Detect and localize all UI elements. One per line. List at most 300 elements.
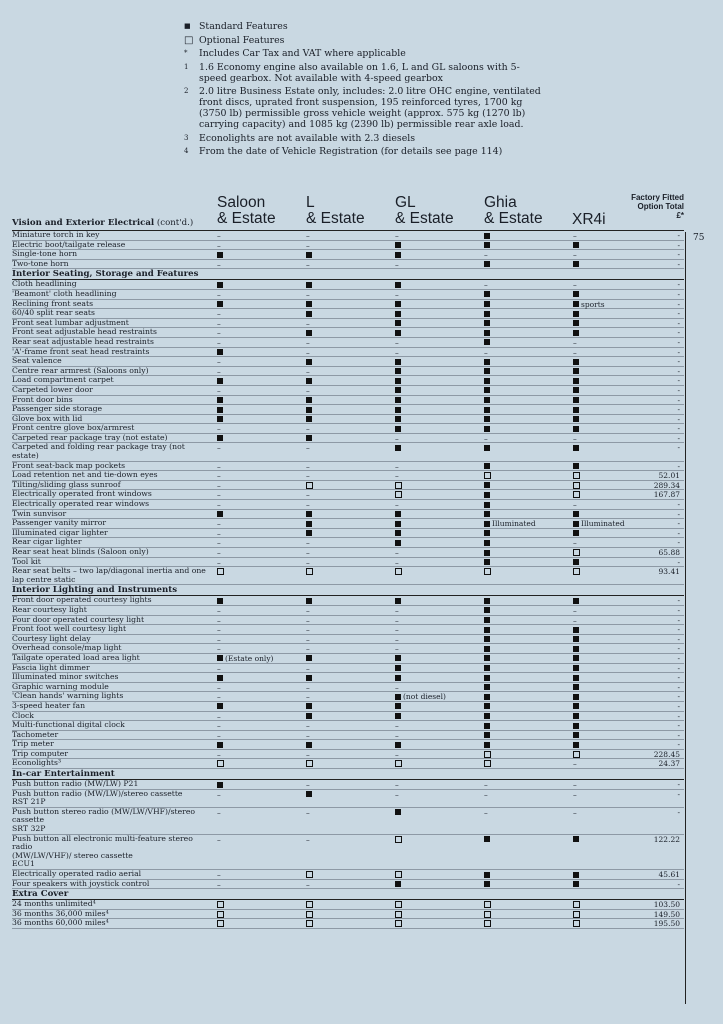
availability-cell [306, 607, 310, 616]
standard-square-icon [217, 349, 223, 355]
availability-cell [573, 655, 579, 664]
standard-square-icon [484, 330, 490, 336]
not-available-dash: – [573, 780, 577, 790]
availability-cell [306, 397, 312, 406]
availability-cell [217, 482, 221, 491]
not-available-dash: – [484, 280, 488, 290]
availability-cell [217, 760, 224, 769]
not-available-dash: – [395, 500, 399, 510]
standard-square-icon [395, 881, 401, 887]
availability-cell [395, 607, 399, 616]
not-available-dash: – [573, 538, 577, 548]
standard-square-icon [395, 694, 401, 700]
standard-square-icon [306, 742, 312, 748]
availability-cell [395, 520, 401, 529]
availability-cell [306, 881, 310, 890]
option-price: - [677, 605, 680, 615]
optional-square-icon [484, 901, 491, 908]
availability-cell [217, 781, 223, 790]
availability-cell [217, 809, 221, 818]
not-available-dash: – [217, 711, 221, 721]
not-available-dash: – [395, 682, 399, 692]
not-available-dash: – [217, 538, 221, 548]
not-available-dash: – [573, 789, 577, 799]
availability-cell [306, 416, 312, 425]
column-header-ghia: Ghia & Estate [484, 194, 543, 227]
not-available-dash: – [217, 625, 221, 635]
option-price: - [677, 879, 680, 889]
standard-square-icon [395, 598, 401, 604]
table-row [12, 250, 684, 260]
feature-label: 24 months unlimited⁴ [12, 899, 96, 909]
availability-cell [217, 444, 221, 453]
standard-square-icon [217, 397, 223, 403]
standard-square-icon [573, 881, 579, 887]
availability-cell [306, 684, 310, 693]
feature-label: 'A'-frame front seat head restraints [12, 346, 150, 356]
not-available-dash: – [573, 347, 577, 357]
option-price: - [677, 443, 680, 453]
section-heading [12, 216, 684, 231]
not-available-dash: – [217, 721, 221, 731]
standard-square-icon [484, 607, 490, 613]
not-available-dash: – [217, 490, 221, 500]
availability-cell [217, 329, 221, 338]
not-available-dash: – [395, 289, 399, 299]
standard-square-icon [395, 359, 401, 365]
availability-cell [573, 242, 579, 251]
not-available-dash: – [484, 250, 488, 260]
option-price: - [677, 259, 680, 269]
availability-cell [306, 722, 310, 731]
not-available-dash: – [306, 692, 310, 702]
feature-label: Carpeted rear package tray (not estate) [12, 432, 168, 442]
table-row [12, 654, 684, 664]
availability-cell [484, 349, 488, 358]
availability-cell [573, 435, 577, 444]
availability-cell [573, 281, 577, 290]
availability-cell [573, 310, 579, 319]
option-price: - [677, 634, 680, 644]
not-available-dash: – [395, 259, 399, 269]
not-available-dash: – [217, 749, 221, 759]
optional-square-icon [395, 920, 402, 927]
not-available-dash: – [395, 730, 399, 740]
not-available-dash: – [573, 500, 577, 510]
not-available-dash: – [395, 548, 399, 557]
availability-cell [573, 741, 579, 750]
availability-cell [395, 387, 401, 396]
standard-square-icon [484, 703, 490, 709]
availability-cell [395, 836, 402, 845]
feature-label: Tachometer [12, 729, 59, 739]
availability-cell [573, 501, 577, 510]
availability-cell [306, 760, 313, 769]
standard-square-icon [484, 407, 490, 413]
not-available-dash: – [306, 730, 310, 740]
availability-cell [306, 425, 310, 434]
availability-cell [484, 301, 490, 310]
not-available-dash: – [217, 231, 221, 240]
feature-label: 60/40 split rear seats [12, 308, 95, 318]
availability-cell [484, 568, 491, 577]
optional-square-icon [573, 568, 580, 575]
not-available-dash: – [395, 749, 399, 759]
section-title: Interior Seating, Storage and Features [12, 269, 199, 280]
not-available-dash: – [395, 634, 399, 644]
option-price: - [677, 347, 680, 357]
availability-cell [484, 665, 490, 674]
footnote-marker: 4 [184, 147, 189, 155]
standard-square-icon [573, 636, 579, 642]
option-price: - [677, 789, 680, 799]
standard-square-icon [484, 694, 490, 700]
availability-cell [395, 645, 399, 654]
availability-cell [484, 722, 490, 731]
not-available-dash: – [217, 807, 221, 817]
availability-cell [484, 329, 490, 338]
option-price: - [677, 357, 680, 367]
availability-cell [573, 626, 579, 635]
availability-cell [395, 281, 401, 290]
availability-cell [217, 301, 223, 310]
not-available-dash: – [306, 807, 310, 817]
availability-cell [306, 301, 312, 310]
availability-cell [395, 703, 401, 712]
optional-square-icon [484, 911, 491, 918]
table-row [12, 750, 684, 760]
optional-square-icon: □ [184, 34, 194, 46]
standard-square-icon [484, 339, 490, 345]
not-available-dash: – [217, 789, 221, 799]
not-available-dash: – [306, 634, 310, 644]
standard-square-icon [573, 368, 579, 374]
optional-square-icon [306, 760, 313, 767]
availability-cell [306, 491, 310, 500]
standard-square-icon [306, 397, 312, 403]
standard-square-icon [306, 703, 312, 709]
not-available-dash: – [395, 625, 399, 635]
standard-square-icon [484, 242, 490, 248]
footnote-marker: 3 [184, 133, 189, 142]
feature-label: Carpeted lower door [12, 384, 93, 394]
availability-cell [306, 713, 312, 722]
not-available-dash: – [217, 634, 221, 644]
availability-cell [217, 626, 221, 635]
optional-square-icon [395, 760, 402, 767]
availability-cell [573, 261, 579, 270]
standard-square-icon [573, 387, 579, 393]
not-available-dash: – [573, 280, 577, 290]
availability-cell [484, 368, 490, 377]
availability-cell [306, 242, 310, 251]
not-available-dash: – [217, 548, 221, 557]
standard-square-icon [306, 655, 312, 661]
availability-cell [306, 674, 312, 683]
standard-square-icon [395, 387, 401, 393]
availability-cell [217, 520, 221, 529]
table-row [12, 808, 684, 835]
not-available-dash: – [306, 615, 310, 625]
availability-cell [484, 871, 490, 880]
standard-square-icon [573, 320, 579, 326]
availability-cell [217, 645, 221, 654]
option-price: - [677, 538, 680, 548]
optional-square-icon [395, 836, 402, 843]
standard-square-icon [573, 445, 579, 451]
availability-cell [395, 349, 399, 358]
standard-square-icon [484, 617, 490, 623]
not-available-dash: – [573, 250, 577, 260]
availability-cell [573, 881, 579, 890]
option-price: - [677, 692, 680, 702]
standard-square-icon [395, 282, 401, 288]
not-available-dash: – [217, 519, 221, 529]
not-available-dash: – [573, 433, 577, 443]
feature-label: Front door operated courtesy lights [12, 595, 152, 605]
option-price: - [677, 807, 680, 817]
optional-square-icon [395, 491, 402, 498]
optional-square-icon [306, 920, 313, 927]
standard-square-icon [484, 836, 490, 842]
section-title: Interior Lighting and Instruments [12, 585, 178, 596]
optional-square-icon [573, 911, 580, 918]
availability-cell [484, 251, 488, 260]
standard-square-icon [484, 291, 490, 297]
column-header-gl: GL & Estate [395, 194, 454, 227]
availability-cell [217, 751, 221, 760]
not-available-dash: – [306, 605, 310, 615]
feature-label: Push button radio (MW/LW)/stereo cassette RST 21P [12, 788, 183, 807]
table-row [12, 673, 684, 683]
availability-cell [573, 349, 577, 358]
not-available-dash: – [395, 644, 399, 654]
availability-cell [217, 881, 221, 890]
availability-cell [395, 881, 401, 890]
availability-cell [395, 693, 446, 702]
availability-cell [217, 703, 223, 712]
availability-cell [484, 425, 490, 434]
availability-cell [306, 836, 310, 845]
availability-cell [306, 444, 310, 453]
standard-square-icon [484, 598, 490, 604]
availability-cell [306, 435, 312, 444]
not-available-dash: – [395, 471, 399, 481]
availability-cell [573, 791, 577, 800]
legend [184, 21, 544, 160]
availability-cell [573, 645, 579, 654]
availability-cell [306, 349, 310, 358]
availability-cell [484, 809, 488, 818]
standard-square-icon [395, 242, 401, 248]
option-price: - [677, 682, 680, 692]
availability-cell [573, 674, 579, 683]
legend-text: From the date of Vehicle Registration (for details see page 114) [199, 146, 503, 157]
table-row [12, 241, 684, 251]
feature-label: Cloth headlining [12, 279, 77, 289]
availability-cell [484, 242, 490, 251]
availability-cell [573, 291, 579, 300]
availability-cell [573, 836, 579, 845]
feature-label: Push button all electronic multi-feature stereo radio (MW/LW/VHF)/ stereo cassette ECU1 [12, 833, 193, 869]
availability-cell [217, 387, 221, 396]
standard-square-icon [573, 732, 579, 738]
standard-square-icon [573, 684, 579, 690]
column-header-xr4i: XR4i [572, 211, 606, 228]
standard-square-icon [395, 426, 401, 432]
option-price: 24.37 [658, 759, 680, 769]
features-table [12, 216, 684, 929]
availability-cell [395, 368, 401, 377]
not-available-dash: – [217, 605, 221, 615]
not-available-dash: – [306, 557, 310, 567]
availability-cell [484, 377, 490, 386]
feature-label: Four door operated courtesy light [12, 614, 145, 624]
footnote-marker: * [184, 49, 188, 57]
availability-cell [484, 836, 490, 845]
availability-cell [484, 281, 488, 290]
table-row [12, 759, 684, 769]
standard-square-icon [395, 368, 401, 374]
standard-square-icon [573, 872, 579, 878]
availability-cell [573, 320, 579, 329]
option-price: 93.41 [658, 567, 680, 577]
standard-square-icon [306, 521, 312, 527]
availability-cell [484, 491, 490, 500]
availability-cell [395, 920, 402, 929]
standard-square-icon [573, 407, 579, 413]
option-price: - [677, 318, 680, 328]
standard-square-icon [395, 530, 401, 536]
option-price: 149.50 [653, 909, 680, 919]
standard-square-icon [306, 252, 312, 258]
table-row [12, 548, 684, 558]
standard-square-icon [306, 330, 312, 336]
availability-cell [573, 397, 579, 406]
standard-square-icon [395, 301, 401, 307]
standard-square-icon [395, 540, 401, 546]
availability-cell [395, 232, 399, 241]
not-available-dash: – [217, 528, 221, 538]
feature-label: Tailgate operated load area light [12, 652, 140, 662]
standard-square-icon [484, 655, 490, 661]
standard-square-icon [217, 655, 223, 661]
standard-square-icon [395, 320, 401, 326]
standard-square-icon [484, 530, 490, 536]
standard-square-icon [484, 684, 490, 690]
availability-cell [217, 472, 221, 481]
table-row [12, 376, 684, 386]
availability-cell [217, 511, 223, 520]
option-price: - [677, 385, 680, 395]
availability-cell [395, 377, 401, 386]
availability-cell [484, 406, 490, 415]
optional-square-icon [306, 482, 313, 489]
option-price: - [677, 309, 680, 319]
optional-square-icon [217, 760, 224, 767]
availability-cell [306, 387, 310, 396]
standard-square-icon [217, 742, 223, 748]
standard-square-icon [484, 301, 490, 307]
availability-cell [306, 339, 310, 348]
optional-square-icon [484, 760, 491, 767]
table-row [12, 396, 684, 406]
availability-cell [395, 636, 399, 645]
availability-cell [484, 607, 490, 616]
availability-cell [484, 520, 536, 529]
availability-cell [573, 463, 579, 472]
option-price: - [677, 615, 680, 625]
optional-square-icon [573, 491, 580, 498]
availability-cell [217, 836, 221, 845]
standard-square-icon [217, 301, 223, 307]
availability-cell [484, 320, 490, 329]
not-available-dash: – [306, 749, 310, 759]
availability-cell [484, 881, 490, 890]
availability-cell [217, 251, 223, 260]
option-price: 65.88 [658, 548, 680, 557]
availability-cell [306, 617, 310, 626]
not-available-dash: – [217, 366, 221, 376]
not-available-dash: – [573, 807, 577, 817]
availability-cell [484, 617, 490, 626]
availability-cell [306, 539, 310, 548]
standard-square-icon [484, 511, 490, 517]
not-available-dash: – [217, 385, 221, 395]
not-available-dash: – [484, 433, 488, 443]
standard-square-icon [573, 598, 579, 604]
not-available-dash: – [306, 471, 310, 481]
optional-square-icon [573, 482, 580, 489]
not-available-dash: – [395, 615, 399, 625]
availability-cell [484, 232, 490, 241]
availability-cell [217, 559, 221, 568]
standard-square-icon: ■ [184, 22, 191, 30]
option-price: 103.50 [653, 900, 680, 910]
standard-square-icon [484, 713, 490, 719]
standard-square-icon [573, 359, 579, 365]
not-available-dash: – [306, 443, 310, 453]
availability-cell [217, 281, 223, 290]
availability-cell [573, 559, 579, 568]
availability-cell [395, 655, 401, 664]
feature-label: 3-speed heater fan [12, 700, 86, 710]
standard-square-icon [306, 378, 312, 384]
not-available-dash: – [217, 644, 221, 654]
standard-square-icon [484, 502, 490, 508]
feature-label: Four speakers with joystick control [12, 878, 150, 888]
legend-text: Econolights are not available with 2.3 diesels [199, 132, 416, 144]
standard-square-icon [217, 782, 223, 788]
availability-cell [395, 597, 401, 606]
table-row [12, 740, 684, 750]
table-row [12, 919, 684, 929]
not-available-dash: – [306, 259, 310, 269]
availability-cell [484, 713, 490, 722]
option-price: 52.01 [658, 471, 680, 481]
feature-label: Multi-functional digital clock [12, 720, 125, 730]
footnote-marker: 1 [184, 62, 189, 71]
not-available-dash: – [395, 557, 399, 567]
standard-square-icon [573, 530, 579, 536]
not-available-dash: – [306, 289, 310, 299]
standard-square-icon [306, 435, 312, 441]
option-price: - [677, 663, 680, 673]
availability-cell [484, 463, 490, 472]
availability-cell [395, 242, 401, 251]
availability-cell [217, 501, 221, 510]
feature-label: Load compartment carpet [12, 375, 114, 385]
